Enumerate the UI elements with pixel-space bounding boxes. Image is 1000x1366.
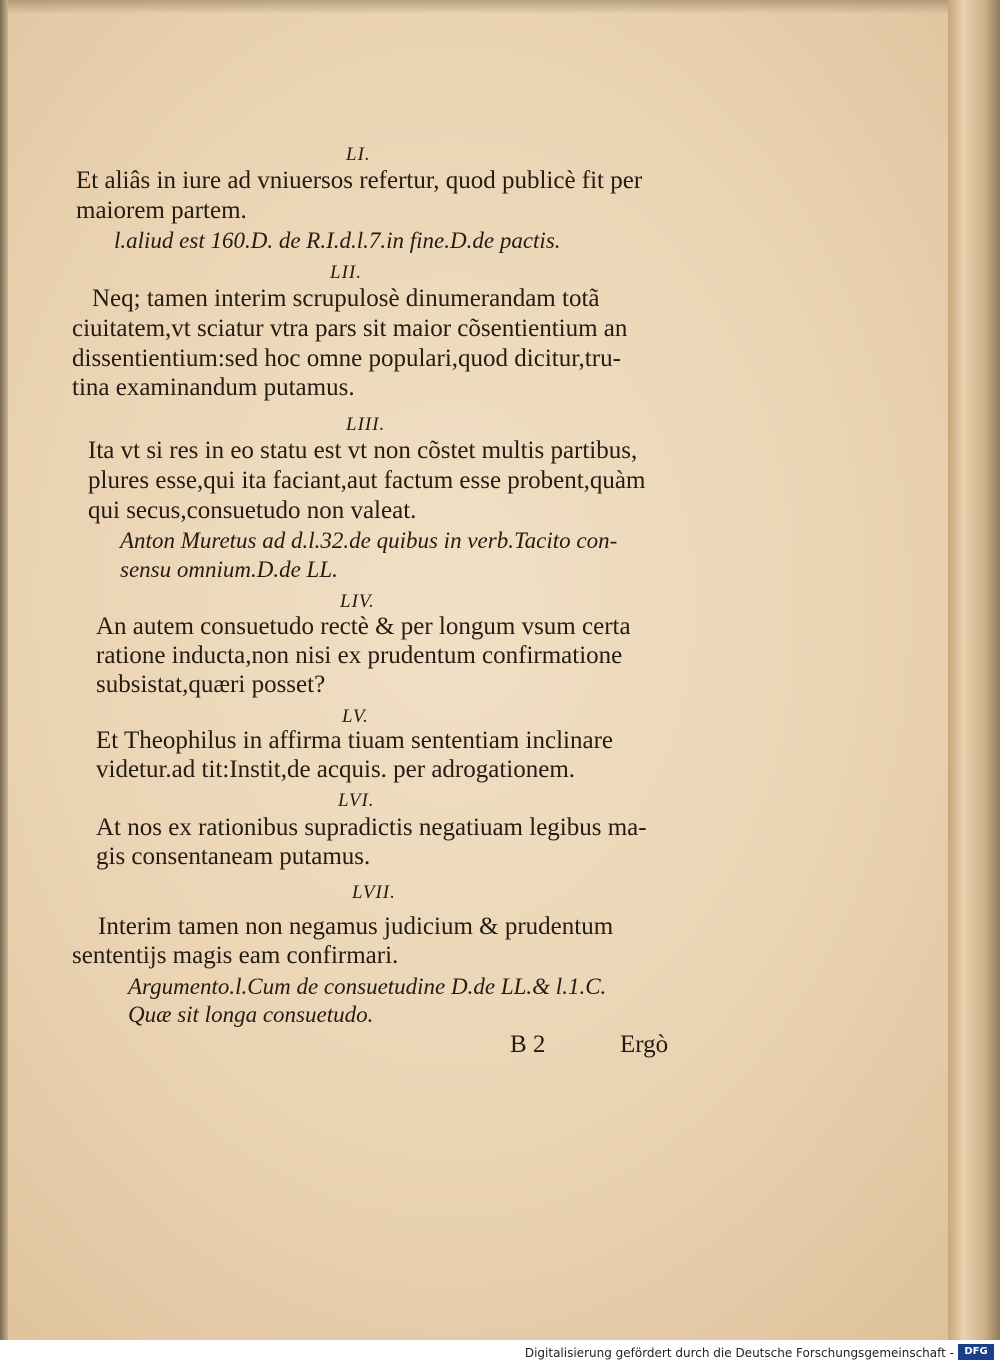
page-left-edge: [0, 0, 8, 1340]
para-52-line-3: dissentientium:sed hoc omne populari,quod dicitur,tru-: [72, 345, 621, 372]
para-55-line-1: Et Theophilus in affirma tiuam sententiam inclinare: [96, 727, 613, 754]
para-54-line-3: subsistat,quæri posset?: [96, 671, 326, 698]
para-57-line-2: sententijs magis eam confirmari.: [72, 942, 399, 969]
para-56-line-1: At nos ex rationibus supradictis negatiuam legibus ma-: [96, 814, 647, 841]
citation-57-line-2: Quæ sit longa consuetudo.: [128, 1002, 374, 1027]
para-53-line-3: qui secus,consuetudo non valeat.: [88, 497, 417, 524]
page-top-shadow: [0, 0, 1000, 14]
heading-56: LVI.: [338, 790, 375, 811]
heading-57: LVII.: [352, 882, 396, 903]
para-54-line-1: An autem consuetudo rectè & per longum vsum certa: [96, 613, 631, 640]
signature-mark: B 2: [510, 1031, 546, 1058]
heading-51: LI.: [346, 144, 371, 165]
citation-57-line-1: Argumento.l.Cum de consuetudine D.de LL.& l.1.C.: [128, 974, 607, 999]
para-57-line-1: Interim tamen non negamus judicium & prudentum: [98, 913, 614, 940]
dfg-logo: DFG: [958, 1344, 994, 1360]
para-52-line-4: tina examinandum putamus.: [72, 374, 355, 401]
para-56-line-2: gis consentaneam putamus.: [96, 843, 371, 870]
heading-52: LII.: [330, 262, 362, 283]
para-53-line-2: plures esse,qui ita faciant,aut factum esse probent,quàm: [88, 467, 646, 494]
book-gutter: [948, 0, 1000, 1340]
para-51-line-1: Et aliâs in iure ad vniuersos refertur, quod publicè fit per: [76, 167, 643, 194]
heading-55: LV.: [342, 706, 369, 727]
footer-bar: [0, 1340, 1000, 1366]
citation-53-line-1: Anton Muretus ad d.l.32.de quibus in verb.Tacito con-: [120, 528, 618, 553]
citation-53-line-2: sensu omnium.D.de LL.: [120, 557, 338, 582]
para-52-line-1: Neq; tamen interim scrupulosè dinumerandam totã: [92, 285, 600, 312]
heading-54: LIV.: [340, 591, 375, 612]
catchword: Ergò: [620, 1031, 669, 1058]
citation-51: l.aliud est 160.D. de R.I.d.l.7.in fine.D.de pactis.: [114, 228, 561, 253]
para-53-line-1: Ita vt si res in eo statu est vt non cõstet multis partibus,: [88, 437, 638, 464]
heading-53: LIII.: [346, 414, 386, 435]
para-54-line-2: ratione inducta,non nisi ex prudentum confirmatione: [96, 642, 623, 669]
para-55-line-2: videtur.ad tit:Instit,de acquis. per adrogationem.: [96, 756, 576, 783]
para-52-line-2: ciuitatem,vt sciatur vtra pars sit maior cõsentientium an: [72, 315, 628, 342]
digitization-credit: Digitalisierung gefördert durch die Deutsche Forschungsgemeinschaft -: [524, 1346, 954, 1360]
para-51-line-2: maiorem partem.: [76, 197, 247, 224]
